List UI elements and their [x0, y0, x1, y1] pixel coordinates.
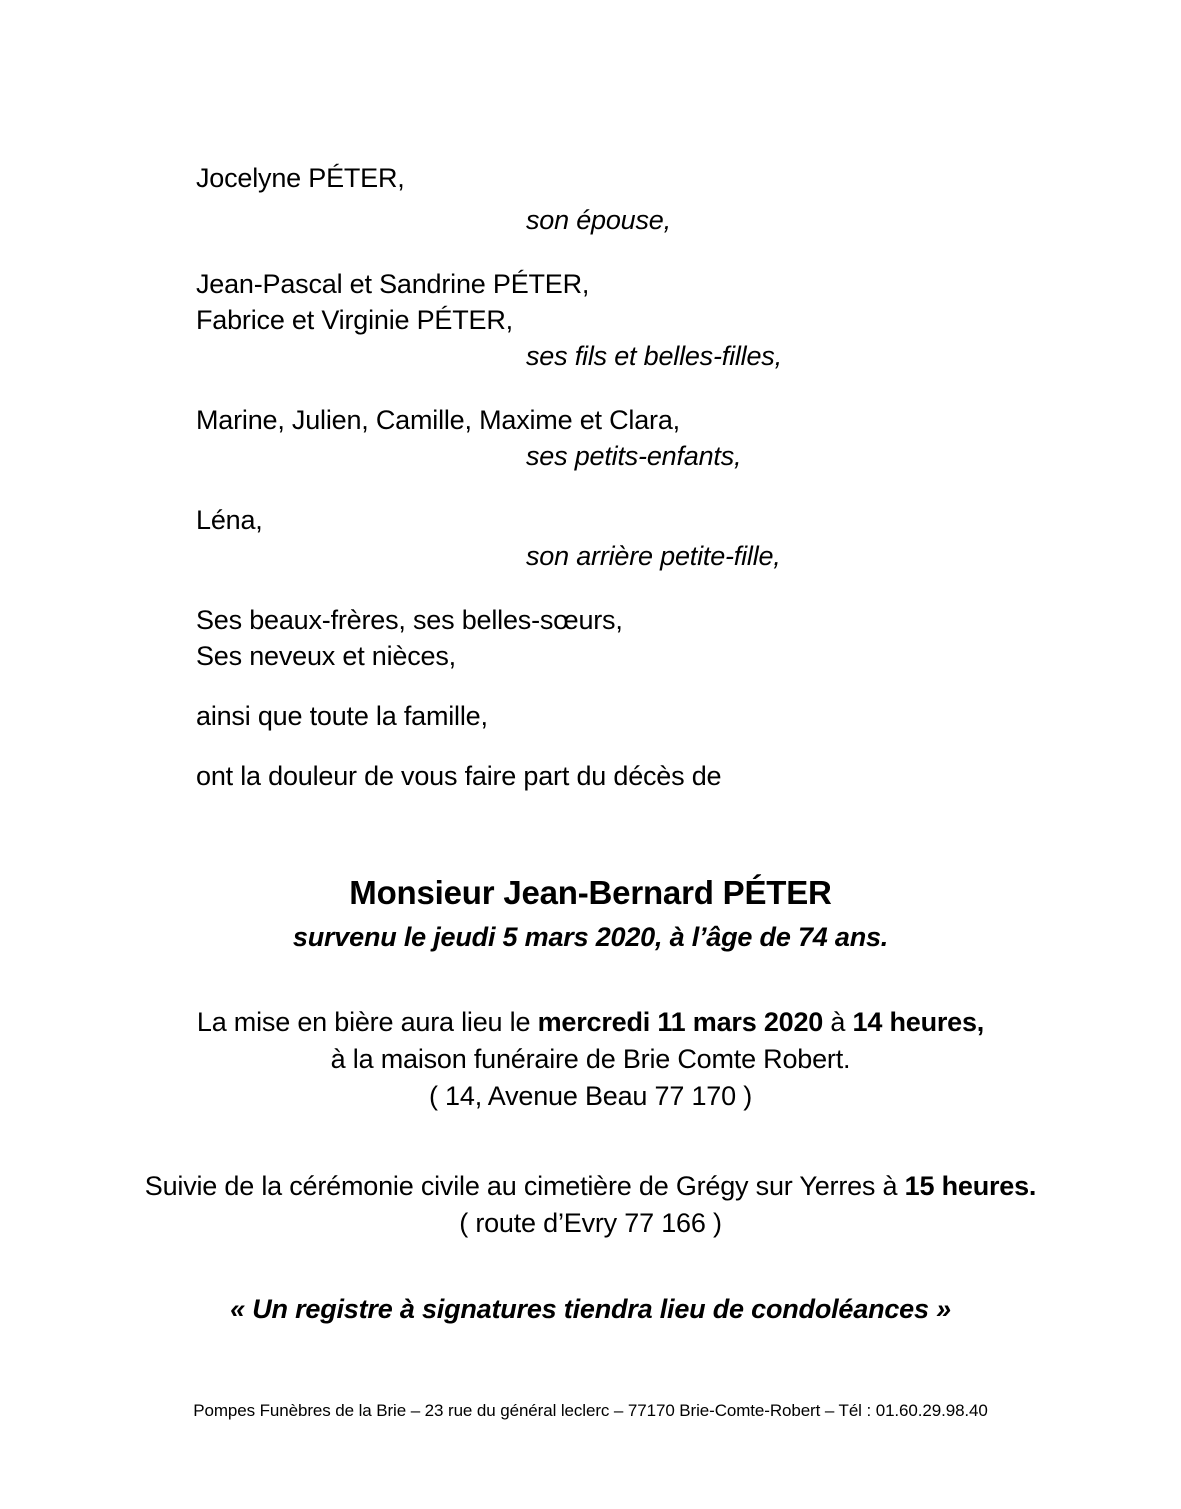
deceased-section — [0, 870, 1181, 956]
family-group-great-granddaughter — [196, 502, 1121, 574]
burial-text-part: Suivie de la cérémonie civile au cimetière de Grégy sur Yerres à — [144, 1171, 905, 1201]
ceremony-address-line: ( 14, Avenue Beau 77 170 ) — [428, 1081, 753, 1111]
funeral-home-footer: Pompes Funèbres de la Brie – 23 rue du général leclerc – 77170 Brie-Comte-Robert – Tél : 01.60.29.98.40 — [193, 1401, 988, 1420]
ceremony-location-line: à la maison funéraire de Brie Comte Robert. — [330, 1044, 851, 1074]
family-names-line: Jocelyne PÉTER, — [196, 163, 405, 193]
family-names-line: Ses neveux et nièces, — [196, 641, 456, 671]
ceremony-text-part: à — [823, 1007, 853, 1037]
family-relation-line: son arrière petite-fille, — [526, 541, 781, 571]
burial-address-line: ( route d’Evry 77 166 ) — [459, 1208, 722, 1238]
ceremony-time-bold: 14 heures, — [852, 1007, 985, 1037]
family-names-line: Marine, Julien, Camille, Maxime et Clara, — [196, 405, 680, 435]
ceremony-date-bold: mercredi 11 mars 2020 — [537, 1007, 824, 1037]
family-names-line: Fabrice et Virginie PÉTER, — [196, 305, 513, 335]
deceased-name-title: Monsieur Jean-Bernard PÉTER — [349, 874, 832, 911]
family-relation-line: ses petits-enfants, — [526, 441, 742, 471]
burial-section — [0, 1168, 1181, 1242]
burial-time-bold: 15 heures. — [904, 1171, 1037, 1201]
condolence-register-note: « Un registre à signatures tiendra lieu de condoléances » — [230, 1294, 951, 1324]
family-group-inlaws — [196, 602, 1121, 674]
burial-ceremony-line — [0, 1168, 1181, 1205]
family-group-grandchildren — [196, 402, 1121, 474]
family-names-line: Jean-Pascal et Sandrine PÉTER, — [196, 269, 590, 299]
family-group-spouse — [196, 160, 1121, 238]
deceased-death-line: survenu le jeudi 5 mars 2020, à l’âge de 74 ans. — [292, 922, 889, 952]
ceremony-section — [0, 1004, 1181, 1115]
closing-line-douleur: ont la douleur de vous faire part du décès de — [196, 761, 722, 791]
family-group-sons — [196, 266, 1121, 374]
family-relation-line: ses fils et belles-filles, — [526, 341, 782, 371]
ceremony-text-part: La mise en bière aura lieu le — [196, 1007, 538, 1037]
family-names-line: Léna, — [196, 505, 263, 535]
family-names-line: Ses beaux-frères, ses belles-sœurs, — [196, 605, 623, 635]
family-relation-line: son épouse, — [526, 205, 671, 235]
ceremony-datetime-line — [0, 1004, 1181, 1041]
closing-line-famille: ainsi que toute la famille, — [196, 701, 488, 731]
